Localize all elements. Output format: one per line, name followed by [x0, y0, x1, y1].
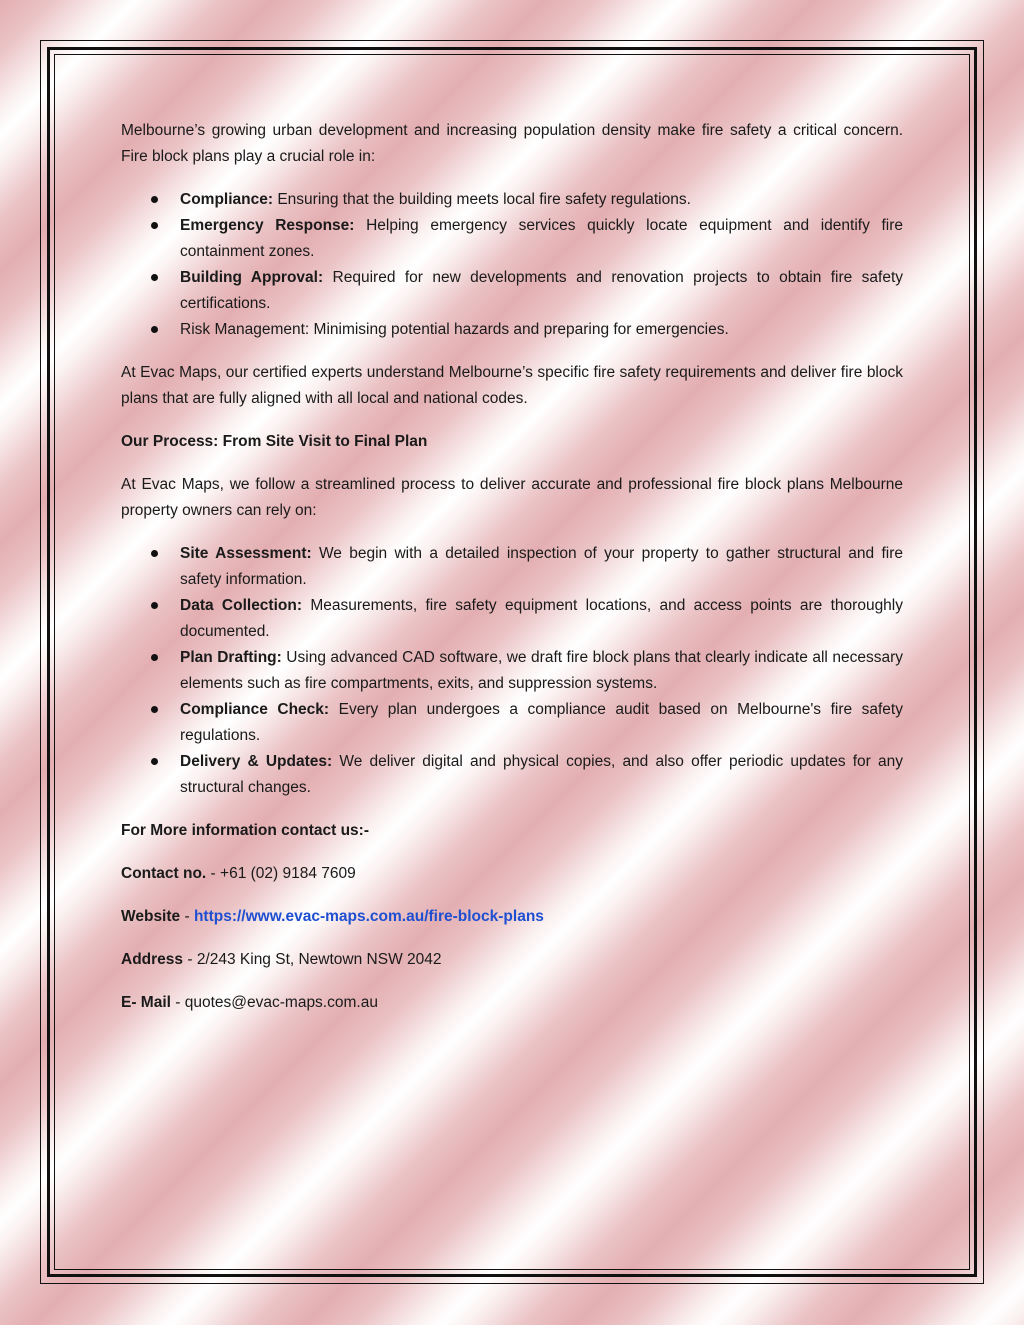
list-item: [180, 187, 903, 213]
contact-heading: For More information contact us:-: [121, 822, 369, 839]
contact-address-line: [121, 947, 903, 973]
list-item-text: Measurements, fire safety equipment locations, and access points are thoroughly documented.: [180, 597, 903, 640]
contact-address-label: Address: [121, 951, 184, 968]
contact-email-label: E- Mail: [121, 994, 171, 1011]
list-item-text: We begin with a detailed inspection of your property to gather structural and fire safety information.: [180, 545, 903, 588]
roles-list: [121, 187, 903, 343]
contact-email-value: quotes@evac-maps.com.au: [184, 994, 378, 1011]
contact-phone-value: +61 (02) 9184 7609: [220, 865, 356, 882]
list-item-text: Required for new developments and renovation projects to obtain fire safety certifications.: [180, 269, 904, 312]
list-item-label: Delivery & Updates:: [180, 753, 333, 770]
contact-address-value: 2/243 King St, Newtown NSW 2042: [196, 951, 442, 968]
contact-phone-separator: -: [206, 865, 221, 882]
about-paragraph: At Evac Maps, our certified experts understand Melbourne’s specific fire safety requirements and deliver fire block plans that are fully aligned with all local and national codes.: [121, 364, 903, 407]
contact-phone-line: [121, 861, 903, 887]
contact-website-label: Website: [121, 908, 181, 925]
document-body: [121, 118, 903, 1033]
contact-email-line: [121, 990, 903, 1016]
list-item-label: Compliance:: [180, 191, 274, 208]
list-item-label: Emergency Response:: [180, 217, 355, 234]
contact-phone-label: Contact no.: [121, 865, 207, 882]
process-heading: Our Process: From Site Visit to Final Plan: [121, 433, 428, 450]
list-item-label: Site Assessment:: [180, 545, 312, 562]
process-steps-list: [121, 541, 903, 801]
website-link[interactable]: https://www.evac-maps.com.au/fire-block-plans: [193, 908, 544, 925]
list-item: [180, 749, 903, 801]
list-item: [180, 265, 903, 317]
list-item-label: Compliance Check:: [180, 701, 330, 718]
intro-paragraph: Melbourne’s growing urban development and increasing population density make fire safety a critical concern. Fire block plans play a crucial role in:: [121, 122, 903, 165]
list-item-label: Plan Drafting:: [180, 649, 282, 666]
process-intro: At Evac Maps, we follow a streamlined process to deliver accurate and professional fire block plans Melbourne property owners can rely on:: [121, 476, 903, 519]
list-item-label: Building Approval:: [180, 269, 324, 286]
contact-email-separator: -: [170, 994, 185, 1011]
list-item: [180, 317, 903, 343]
list-item-text: We deliver digital and physical copies, and also offer periodic updates for any structural changes.: [180, 753, 903, 796]
list-item: [180, 541, 903, 593]
list-item: [180, 593, 903, 645]
contact-website-line: [121, 904, 903, 930]
list-item-text: Helping emergency services quickly locate equipment and identify fire containment zones.: [180, 217, 904, 260]
list-item: [180, 697, 903, 749]
list-item-text: Risk Management: Minimising potential hazards and preparing for emergencies.: [180, 321, 729, 338]
list-item-text: Using advanced CAD software, we draft fire block plans that clearly indicate all necessary elements such as fire compartments, exits, and suppression systems.: [180, 649, 903, 692]
contact-website-separator: -: [180, 908, 194, 925]
contact-address-separator: -: [183, 951, 197, 968]
list-item-label: Data Collection:: [180, 597, 302, 614]
list-item-text: Every plan undergoes a compliance audit based on Melbourne's fire safety regulations.: [180, 701, 903, 744]
list-item: [180, 645, 903, 697]
list-item: [180, 213, 903, 265]
list-item-text: Ensuring that the building meets local fire safety regulations.: [273, 191, 691, 208]
